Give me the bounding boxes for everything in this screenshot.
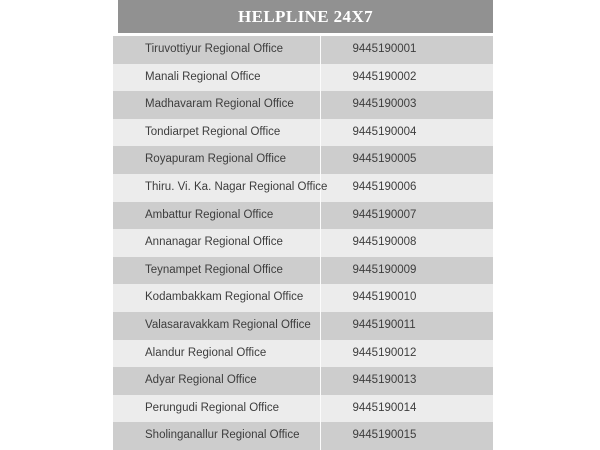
office-name-cell: Kodambakkam Regional Office (113, 284, 320, 312)
office-name-cell: Valasaravakkam Regional Office (113, 312, 320, 340)
table-row (113, 174, 493, 202)
table-row (113, 284, 493, 312)
helpline-number-cell: 9445190005 (352, 153, 417, 166)
helpline-number-cell: 9445190008 (352, 236, 417, 249)
helpline-table-body (113, 36, 493, 450)
office-name-cell: Perungudi Regional Office (113, 395, 320, 423)
office-name-cell: Tondiarpet Regional Office (113, 119, 320, 147)
office-name-cell: Madhavaram Regional Office (113, 91, 320, 119)
office-name-cell: Alandur Regional Office (113, 340, 320, 368)
office-name-cell: Tiruvottiyur Regional Office (113, 36, 320, 64)
table-row (113, 257, 493, 285)
helpline-number-cell: 9445190006 (352, 180, 417, 193)
helpline-number-cell: 9445190009 (352, 263, 417, 276)
office-name-cell: Teynampet Regional Office (113, 257, 320, 285)
helpline-number-cell: 9445190001 (352, 43, 417, 55)
helpline-number-cell: 9445190011 (352, 318, 416, 331)
helpline-number-cell: 9445190014 (352, 401, 417, 414)
helpline-number-cell: 9445190003 (352, 98, 417, 111)
helpline-number-cell: 9445190004 (352, 125, 417, 138)
helpline-number-cell: 9445190002 (352, 70, 417, 83)
office-name-cell: Ambattur Regional Office (113, 202, 320, 230)
office-name-cell: Annanagar Regional Office (113, 229, 320, 257)
helpline-number-cell: 9445190007 (352, 208, 417, 221)
office-name-cell: Royapuram Regional Office (113, 146, 320, 174)
table-row (113, 395, 493, 423)
helpline-table (113, 36, 493, 450)
table-row (113, 119, 493, 147)
helpline-number-cell: 9445190010 (352, 291, 417, 304)
table-row (113, 367, 493, 395)
table-row (113, 36, 493, 64)
helpline-number-cell: 9445190012 (352, 346, 417, 359)
table-row (113, 340, 493, 368)
office-name-cell: Thiru. Vi. Ka. Nagar Regional Office (113, 174, 320, 202)
table-row (113, 312, 493, 340)
office-name-cell: Sholinganallur Regional Office (113, 422, 320, 450)
helpline-title: HELPLINE 24X7 (237, 6, 374, 26)
office-name-cell: Manali Regional Office (113, 64, 320, 92)
table-row (113, 422, 493, 450)
helpline-number-cell: 9445190015 (352, 429, 417, 442)
helpline-number-cell: 9445190013 (352, 374, 417, 387)
table-row (113, 64, 493, 92)
table-row (113, 91, 493, 119)
helpline-panel (113, 0, 493, 450)
table-row (113, 202, 493, 230)
helpline-header-bar (118, 0, 493, 33)
office-name-cell: Adyar Regional Office (113, 367, 320, 395)
table-row (113, 229, 493, 257)
table-row (113, 146, 493, 174)
